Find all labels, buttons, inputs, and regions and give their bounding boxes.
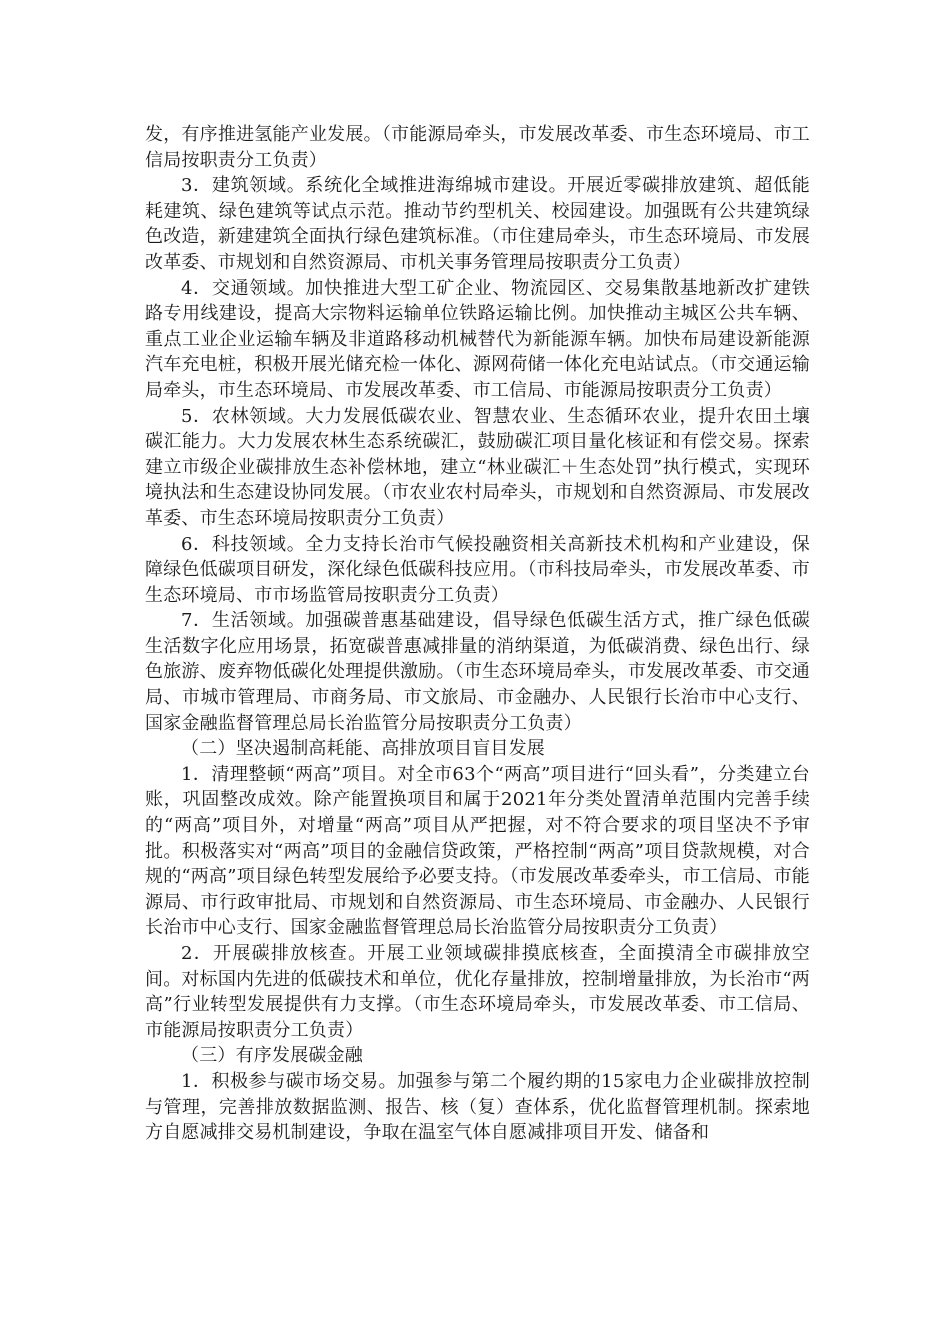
paragraph-carbon-market: 1．积极参与碳市场交易。加强参与第二个履约期的15家电力企业碳排放控制与管理，完善排放数据监测、报告、核（复）查体系，优化监督管理机制。探索地方自愿减排交易机制建设，争取在温室气体自愿减排项目开发、储备和 bbox=[145, 1070, 810, 1144]
section-heading-2: （二）坚决遏制高耗能、高排放项目盲目发展 bbox=[181, 738, 545, 760]
paragraph-living-sector: 7．生活领域。加强碳普惠基础建设，倡导绿色低碳生活方式，推广绿色低碳生活数字化应用场景，拓宽碳普惠减排量的消纳渠道，为低碳消费、绿色出行、绿色旅游、废弃物低碳化处理提供激励。（市生态环境局牵头，市发展改革委、市交通局、市城市管理局、市商务局、市文旅局、市金融办、人民银行长治市中心支行、国家金融监督管理总局长治监管分局按职责分工负责） bbox=[145, 610, 810, 734]
paragraph-carbon-verification: 2．开展碳排放核查。开展工业领域碳排摸底核查，全面摸清全市碳排放空间。对标国内先进的低碳技术和单位，优化存量排放，控制增量排放，为长治市“两高”行业转型发展提供有力支撑。（市生态环境局牵头，市发展改革委、市工信局、市能源局按职责分工负责） bbox=[145, 943, 810, 1041]
paragraph-transport-sector: 4．交通领域。加快推进大型工矿企业、物流园区、交易集散基地新改扩建铁路专用线建设，提高大宗物料运输单位铁路运输比例。加快推动主城区公共车辆、重点工业企业运输车辆及非道路移动机械替代为新能源车辆。加快布局建设新能源汽车充电桩，积极开展光储充检一体化、源网荷储一体化充电站试点。（市交通运输局牵头，市生态环境局、市发展改革委、市工信局、市能源局按职责分工负责） bbox=[145, 277, 810, 401]
paragraph-agriculture-forestry-sector: 5．农林领域。大力发展低碳农业、智慧农业、生态循环农业，提升农田土壤碳汇能力。大力发展农林生态系统碳汇，鼓励碳汇项目量化核证和有偿交易。探索建立市级企业碳排放生态补偿林地，建立“林业碳汇＋生态处罚”执行模式，实现环境执法和生态建设协同发展。（市农业农村局牵头，市规划和自然资源局、市发展改革委、市生态环境局按职责分工负责） bbox=[145, 405, 810, 529]
paragraph-two-high-projects: 1．清理整顿“两高”项目。对全市63个“两高”项目进行“回头看”，分类建立台账，巩固整改成效。除产能置换项目和属于2021年分类处置清单范围内完善手续的“两高”项目外，对增量“两高”项目从严把握，对不符合要求的项目坚决不予审批。积极落实对“两高”项目的金融信贷政策，严格控制“两高”项目贷款规模，对合规的“两高”项目绿色转型发展给予必要支持。（市发展改革委牵头，市工信局、市能源局、市行政审批局、市规划和自然资源局、市生态环境局、市金融办、人民银行长治市中心支行、国家金融监督管理总局长治监管分局按职责分工负责） bbox=[145, 763, 811, 939]
document-page bbox=[145, 122, 810, 1146]
paragraph-technology-sector: 6．科技领域。全力支持长治市气候投融资相关高新技术机构和产业建设，保障绿色低碳项目研发，深化绿色低碳科技应用。（市科技局牵头，市发展改革委、市生态环境局、市市场监管局按职责分工负责） bbox=[145, 533, 810, 606]
paragraph-building-sector: 3．建筑领域。系统化全域推进海绵城市建设。开展近零碳排放建筑、超低能耗建筑、绿色建筑等试点示范。推动节约型机关、校园建设。加强既有公共建筑绿色改造，新建建筑全面执行绿色建筑标准。（市住建局牵头，市生态环境局、市发展改革委、市规划和自然资源局、市机关事务管理局按职责分工负责） bbox=[145, 175, 810, 273]
section-heading-3: （三）有序发展碳金融 bbox=[181, 1045, 363, 1067]
paragraph-continuation: 发，有序推进氢能产业发展。（市能源局牵头，市发展改革委、市生态环境局、市工信局按职责分工负责） bbox=[145, 124, 810, 171]
